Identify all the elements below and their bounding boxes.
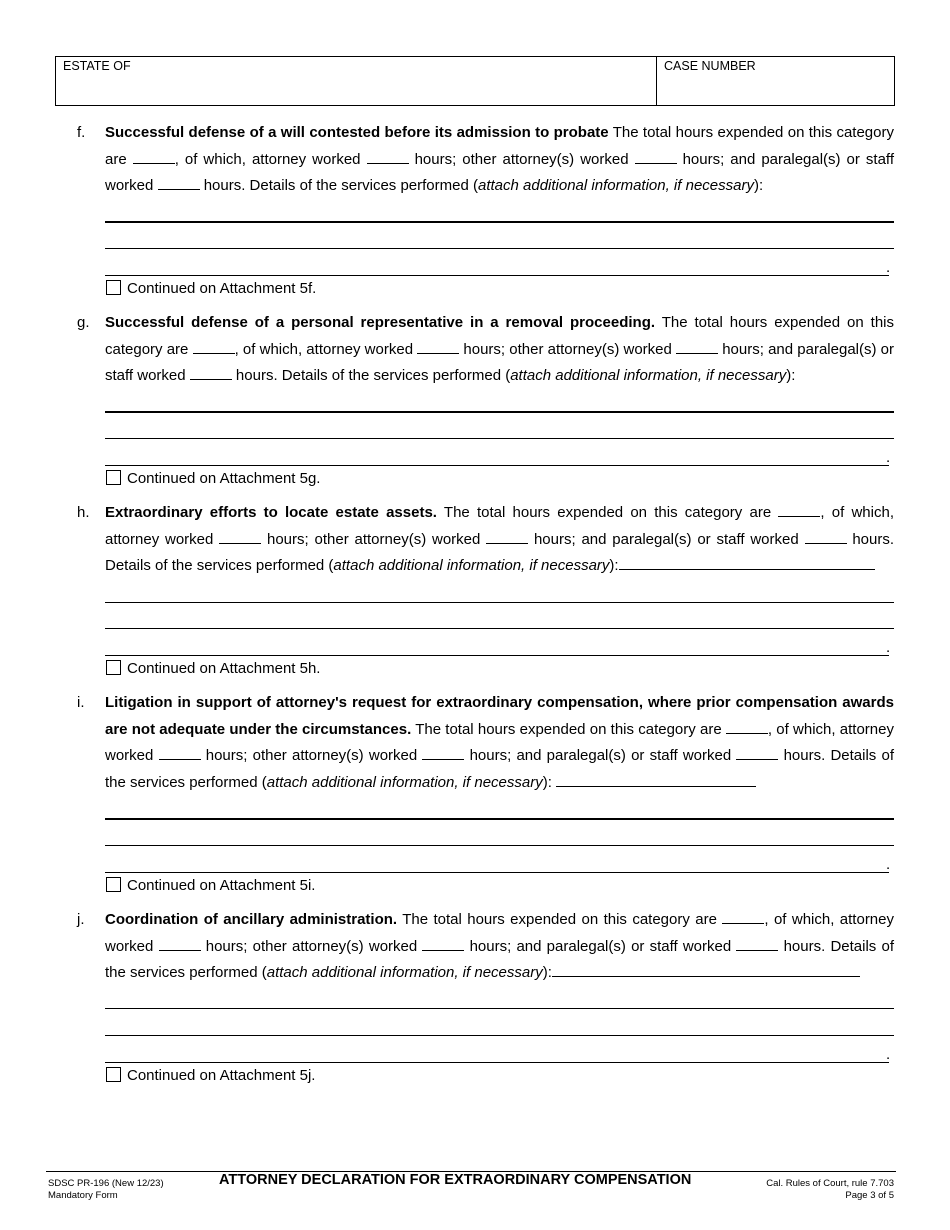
other-attorney-hours-blank[interactable] (422, 936, 464, 951)
footer-rule-info (766, 1178, 894, 1202)
details-line-2[interactable] (105, 248, 894, 249)
estate-of-label: ESTATE OF (63, 59, 131, 73)
item-text: Litigation in support of attorney's request for extraordinary compensation, where prior compensation awards are not adequate under the circumstances. The total hours expended on this category are , of which, attorney worked hours; other attorney(s) worked hours; and paralegal(s) or staff worked hours. Details of the services performed (attach additional information, if necessary): (105, 694, 894, 791)
item-letter: h. (77, 504, 90, 521)
item-letter: j. (77, 911, 85, 928)
item-letter: g. (77, 314, 90, 331)
details-line-3[interactable] (105, 872, 889, 873)
checkbox[interactable] (106, 280, 121, 295)
item-title: Extraordinary efforts to locate estate assets. (105, 504, 437, 521)
other-attorney-hours-blank[interactable] (486, 529, 528, 544)
attorney-hours-blank[interactable] (159, 936, 201, 951)
footer-form-info (48, 1178, 164, 1202)
staff-hours-blank[interactable] (736, 936, 778, 951)
details-line-1[interactable] (105, 411, 894, 413)
continued-checkbox-row[interactable] (106, 470, 320, 487)
checkbox[interactable] (106, 470, 121, 485)
details-line-1[interactable] (105, 602, 894, 603)
total-hours-blank[interactable] (722, 909, 764, 924)
details-line-2[interactable] (105, 628, 894, 629)
details-line-3[interactable] (105, 465, 889, 466)
details-line-2[interactable] (105, 845, 894, 846)
estate-of-field[interactable] (56, 57, 657, 105)
attorney-hours-blank[interactable] (367, 149, 409, 164)
line-period: . (886, 639, 891, 656)
checkbox[interactable] (106, 877, 121, 892)
case-number-label: CASE NUMBER (664, 59, 756, 73)
continued-label: Continued on Attachment 5j. (127, 1067, 316, 1084)
case-number-field[interactable] (657, 57, 894, 105)
staff-hours-blank[interactable] (190, 365, 232, 380)
item-text: Successful defense of a personal representative in a removal proceeding. The total hours expended on this category are , of which, attorney worked hours; other attorney(s) worked hours; and paralegal(s) or staff worked hours. Details of the services performed (attach additional information, if necessary): (105, 314, 894, 384)
details-line-1[interactable] (105, 1008, 894, 1009)
other-attorney-hours-blank[interactable] (676, 339, 718, 354)
continued-checkbox-row[interactable] (106, 280, 316, 297)
details-line-3[interactable] (105, 655, 889, 656)
other-attorney-hours-blank[interactable] (635, 149, 677, 164)
total-hours-blank[interactable] (778, 502, 820, 517)
details-line-2[interactable] (105, 438, 894, 439)
continued-checkbox-row[interactable] (106, 877, 315, 894)
item-title: Successful defense of a personal representative in a removal proceeding. (105, 314, 656, 331)
staff-hours-blank[interactable] (805, 529, 847, 544)
checkbox[interactable] (106, 660, 121, 675)
total-hours-blank[interactable] (193, 339, 235, 354)
page-number: Page 3 of 5 (845, 1190, 894, 1201)
details-inline-line[interactable] (552, 962, 860, 977)
item-letter: f. (77, 124, 86, 141)
continued-checkbox-row[interactable] (106, 1067, 315, 1084)
details-line-1[interactable] (105, 818, 894, 820)
continued-label: Continued on Attachment 5i. (127, 877, 316, 894)
continued-label: Continued on Attachment 5h. (127, 660, 321, 677)
caption-box (55, 56, 895, 106)
line-period: . (886, 259, 891, 276)
item-title: Successful defense of a will contested before its admission to probate (105, 124, 609, 141)
details-line-2[interactable] (105, 1035, 894, 1036)
item-title: Litigation in support of attorney's request for extraordinary compensation, where prior compensation awards are not adequate under the circumstances. (105, 694, 894, 738)
attorney-hours-blank[interactable] (417, 339, 459, 354)
staff-hours-blank[interactable] (736, 745, 778, 760)
item-text: Extraordinary efforts to locate estate assets. The total hours expended on this category are , of which, attorney worked hours; other attorney(s) worked hours; and paralegal(s) or staff worked hours. Details of the services performed (attach additional information, if necessary): (105, 504, 895, 574)
staff-hours-blank[interactable] (158, 175, 200, 190)
line-period: . (886, 1046, 891, 1063)
continued-label: Continued on Attachment 5g. (127, 470, 321, 487)
court-rule: Cal. Rules of Court, rule 7.703 (766, 1178, 894, 1189)
details-line-3[interactable] (105, 1062, 889, 1063)
total-hours-blank[interactable] (133, 149, 175, 164)
total-hours-blank[interactable] (726, 719, 768, 734)
checkbox[interactable] (106, 1067, 121, 1082)
mandatory-form-label: Mandatory Form (48, 1190, 118, 1201)
item-text: Coordination of ancillary administration. The total hours expended on this category are , of which, attorney worked hours; other attorney(s) worked hours; and paralegal(s) or staff worked hours. Details of the services performed (attach additional information, if necessary): (105, 911, 894, 981)
form-id: SDSC PR-196 (New 12/23) (48, 1178, 164, 1189)
line-period: . (886, 856, 891, 873)
details-line-3[interactable] (105, 275, 889, 276)
other-attorney-hours-blank[interactable] (422, 745, 464, 760)
continued-label: Continued on Attachment 5f. (127, 280, 317, 297)
details-line-1[interactable] (105, 221, 894, 223)
attorney-hours-blank[interactable] (159, 745, 201, 760)
item-letter: i. (77, 694, 85, 711)
details-inline-line[interactable] (556, 772, 756, 787)
attorney-hours-blank[interactable] (219, 529, 261, 544)
continued-checkbox-row[interactable] (106, 660, 320, 677)
form-title: ATTORNEY DECLARATION FOR EXTRAORDINARY COMPENSATION (219, 1172, 692, 1188)
details-inline-line[interactable] (619, 555, 875, 570)
item-text: Successful defense of a will contested before its admission to probate The total hours expended on this category are , of which, attorney worked hours; other attorney(s) worked hours; and paralegal(s) or staff worked hours. Details of the services performed (attach additional information, if necessary): (105, 124, 894, 194)
item-title: Coordination of ancillary administration. (105, 911, 398, 928)
line-period: . (886, 449, 891, 466)
